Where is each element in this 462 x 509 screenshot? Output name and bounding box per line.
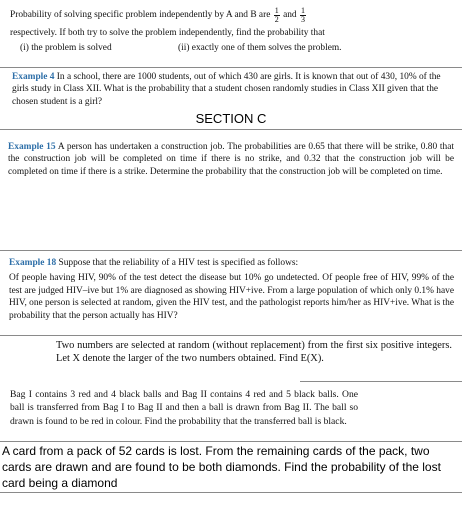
- problem-1-part-i: (i) the problem is solved: [20, 43, 112, 54]
- example-4: [0, 71, 462, 108]
- divider: [300, 381, 462, 382]
- problem-1: [0, 4, 462, 55]
- problem-1-line-1: Probability of solving specific problem independently by A and B are $\frac{1}{2}$ and $\frac{1}{3}$: [10, 5, 305, 24]
- divider: [0, 441, 462, 442]
- example-18-intro: Example 18 Suppose that the reliability of a HIV test is specified as follows:: [9, 258, 299, 268]
- divider: [0, 250, 462, 251]
- example-label: Example 15: [8, 142, 56, 152]
- divider: [0, 492, 462, 493]
- divider: [0, 335, 462, 336]
- example-18: [0, 257, 462, 322]
- divider: [0, 129, 462, 130]
- example-text: In a school, there are 1000 students, out of which 430 are girls. It is known that out of 430, 10% of the girls study in Class XII. What is the probability that a student chosen randomly studies in Class XII given that the chosen student is a girl?: [12, 72, 441, 107]
- problem-1-part-ii: (ii) exactly one of them solves the problem.: [178, 43, 342, 54]
- example-15: [0, 141, 462, 178]
- example-text: A person has undertaken a construction job. The probabilities are 0.65 that there will be strike, 0.80 that the construction job will be completed on time if there is no strike, and 0.32 that the construction job will be completed on time if there is a strike. Determine the probability that the construction job will be completed on time.: [8, 142, 454, 177]
- example-text: Of people having HIV, 90% of the test detect the disease but 10% go undetected. Of people free of HIV, 99% of the test are judged HIV–ive but 1% are diagnosed as showing HIV+ive. From a large population of which only 0.1% have HIV, one person is selected at random, given the HIV test, and the pathologist reports him/her as HIV+ive. What is the probability that the person actually has HIV?: [9, 273, 454, 321]
- fraction-one-half: $\frac{1}{2}$: [274, 5, 279, 24]
- problem-two-numbers: Two numbers are selected at random (without replacement) from the first six positive integers. Let X denote the larger of the two numbers obtained. Find E(X).: [56, 340, 452, 365]
- problem-cards: A card from a pack of 52 cards is lost. From the remaining cards of the pack, two cards are drawn and are found to be both diamonds. Find the probability of the lost card being a diamond: [2, 444, 441, 490]
- example-label: Example 18: [9, 258, 57, 268]
- problem-1-parts: [10, 42, 454, 54]
- problem-1-line-2: respectively. If both try to solve the problem independently, find the probability that: [10, 28, 325, 38]
- example-label: Example 4: [12, 72, 55, 82]
- problem-bags: Bag I contains 3 red and 4 black balls and Bag II contains 4 red and 5 black balls. One ball is transferred from Bag I to Bag II and then a ball is drawn from Bag II. The ball so drawn is found to be red in colour. Find the probability that the transferred ball is black.: [10, 389, 358, 427]
- fraction-one-third: $\frac{1}{3}$: [300, 5, 305, 24]
- divider: [0, 67, 462, 68]
- section-heading: SECTION C: [195, 111, 267, 126]
